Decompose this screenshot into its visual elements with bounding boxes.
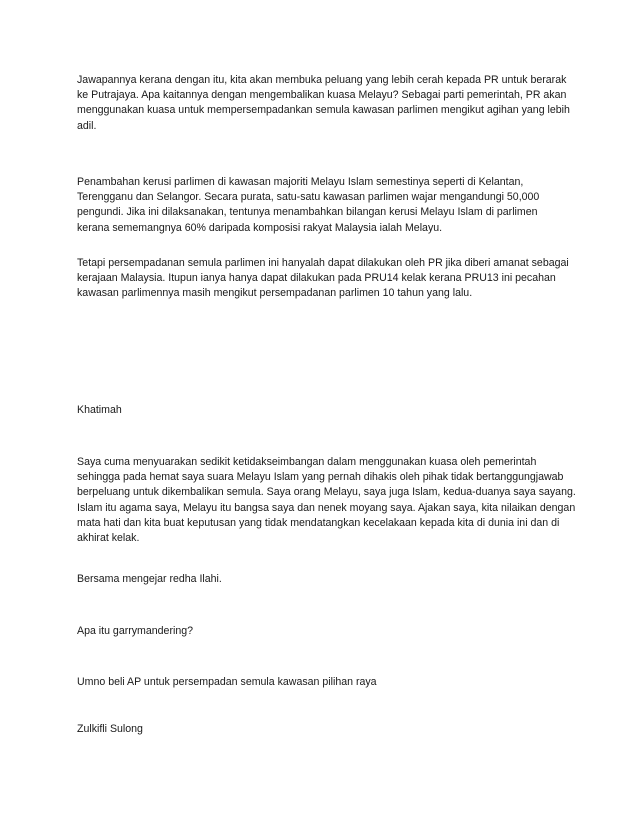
text-line: kerana sememangnya 60% daripada komposisi rakyat Malaysia ialah Melayu. [77, 221, 443, 234]
paragraph-persempadanan [77, 256, 567, 302]
text-line: sehingga pada hemat saya suara Melayu Islam yang pernah dihakis oleh pihak tidak bertanggungjawab [77, 471, 564, 484]
text-line: Islam itu agama saya, Melayu itu bangsa saya dan nenek moyang saya. Ajakan saya, kita nilaikan dengan [77, 501, 576, 514]
text-line: berpeluang untuk dikembalikan semula. Saya orang Melayu, saya juga Islam, kedua-duanya saya sayang. [77, 486, 576, 499]
text-line: adil. [77, 119, 97, 132]
text-line: mata hati dan kita buat keputusan yang tidak mendatangkan kecelakaan kepada kita di dunia ini dan di [77, 516, 560, 529]
text-line: Apa itu garrymandering? [77, 625, 194, 637]
related-link-umno-ap [77, 675, 567, 690]
section-heading-khatimah [77, 403, 567, 418]
text-line: Terengganu dan Selangor. Secara purata, satu-satu kawasan parlimen wajar mengandungi 50,000 [77, 191, 540, 204]
text-line: Saya cuma menyuarakan sedikit ketidakseimbangan dalam menggunakan kuasa oleh pemerintah [77, 456, 537, 468]
text-line: Penambahan kerusi parlimen di kawasan majoriti Melayu Islam semestinya seperti di Kelantan, [77, 176, 524, 188]
text-line: Tetapi persempadanan semula parlimen ini hanyalah dapat dilakukan oleh PR jika diberi amanat sebagai [77, 257, 569, 269]
text-line: kawasan parlimennya masih mengikut persempadanan parlimen 10 tahun yang lalu. [77, 287, 473, 300]
related-link-gerrymandering [77, 624, 567, 639]
text-line: kerajaan Malaysia. Itupun ianya hanya dapat dilakukan pada PRU14 kelak kerana PRU13 ini pecahan [77, 272, 556, 285]
author-name [77, 722, 567, 737]
paragraph-putrajaya [77, 73, 570, 134]
text-line: Umno beli AP untuk persempadan semula kawasan pilihan raya [77, 676, 377, 688]
text-line: pengundi. Jika ini dilaksanakan, tentunya menambahkan bilangan kerusi Melayu Islam di parlimen [77, 206, 538, 219]
text-line: akhirat kelak. [77, 532, 140, 545]
closing-line [77, 572, 567, 587]
heading-text: Khatimah [77, 404, 122, 416]
text-line: Jawapannya kerana dengan itu, kita akan membuka peluang yang lebih cerah kepada PR untuk berarak [77, 74, 567, 86]
text-line: menggunakan kuasa untuk mempersempadankan semula kawasan parlimen mengikut agihan yang lebih [77, 104, 570, 117]
text-line: Bersama mengejar redha Ilahi. [77, 573, 222, 585]
text-line: Zulkifli Sulong [77, 723, 143, 735]
paragraph-kesimpulan [77, 455, 576, 546]
text-line: ke Putrajaya. Apa kaitannya dengan mengembalikan kuasa Melayu? Sebagai parti pemerintah, PR akan [77, 89, 567, 102]
paragraph-penambahan-kerusi [77, 175, 567, 236]
